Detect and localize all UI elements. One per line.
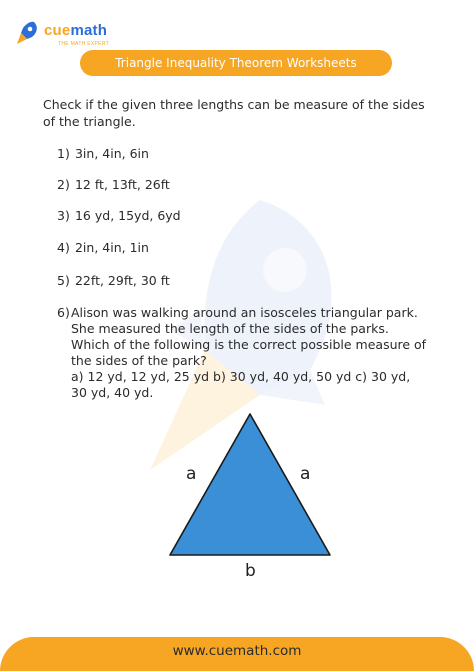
base-side-label: b	[245, 561, 256, 581]
left-side-label: a	[186, 464, 197, 484]
logo-tagline: THE MATH EXPERT	[58, 41, 109, 47]
question-1-text: 3in, 4in, 6in	[74, 146, 149, 161]
triangle-shape	[170, 414, 330, 555]
isosceles-triangle-diagram	[165, 410, 335, 560]
question-3-text: 16 yd, 15yd, 6yd	[74, 208, 181, 223]
question-6-options: a) 12 yd, 12 yd, 25 yd b) 30 yd, 40 yd, 50 yd c) 30 yd, 30 yd, 40 yd.	[71, 369, 411, 400]
question-6	[57, 305, 427, 401]
question-6-text: Alison was walking around an isosceles triangular park. She measured the length of the sides of the parks. Which of the following is the correct possible measure of the sides of the park?	[71, 305, 427, 368]
question-2-text: 12 ft, 13ft, 26ft	[74, 177, 170, 192]
question-5: 5) 22ft, 29ft, 30 ft	[57, 273, 170, 288]
footer-bar	[0, 637, 474, 671]
worksheet-title: Triangle Inequality Theorem Worksheets	[80, 50, 392, 76]
question-5-text: 22ft, 29ft, 30 ft	[74, 273, 170, 288]
question-2: 2) 12 ft, 13ft, 26ft	[57, 177, 170, 192]
logo-wordmark: cuemath	[44, 22, 108, 39]
question-3: 3) 16 yd, 15yd, 6yd	[57, 208, 181, 223]
instructions-text: Check if the given three lengths can be measure of the sides of the triangle.	[43, 97, 425, 129]
right-side-label: a	[300, 464, 311, 484]
question-6-number: 6)	[57, 305, 70, 320]
rocket-icon	[14, 20, 40, 46]
question-1: 1) 3in, 4in, 6in	[57, 146, 149, 161]
footer-url[interactable]: www.cuemath.com	[172, 643, 302, 659]
question-4: 4) 2in, 4in, 1in	[57, 240, 149, 255]
question-4-text: 2in, 4in, 1in	[74, 240, 149, 255]
